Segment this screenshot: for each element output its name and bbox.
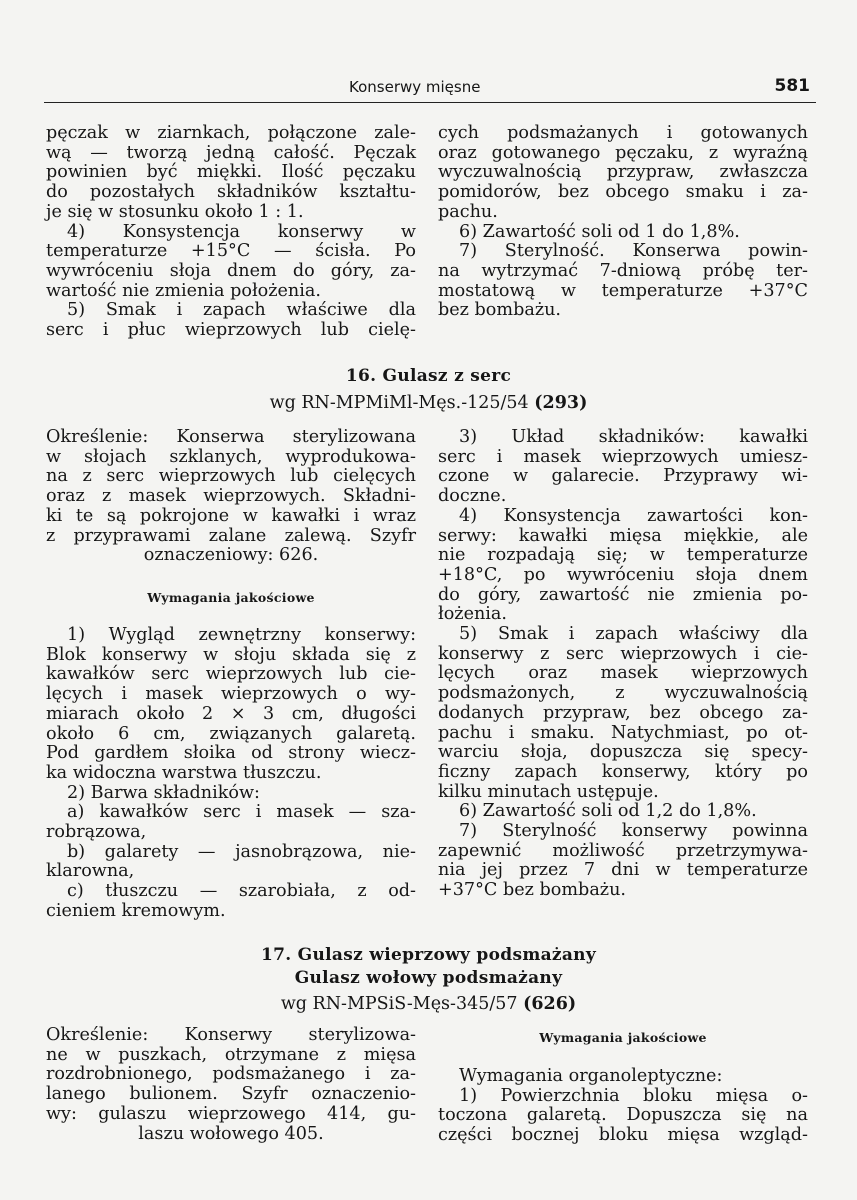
text-line: klarowna, bbox=[46, 861, 135, 882]
text-line: rozdrobnionego, podsmażanego i za- bbox=[46, 1064, 416, 1085]
text-line: około 6 cm, związanych galaretą. bbox=[46, 723, 416, 744]
section-17-left-column bbox=[46, 1026, 416, 1144]
norm-code: (626) bbox=[523, 994, 577, 1014]
text-line: łożenia. bbox=[438, 604, 508, 625]
text-line: pęczak w ziarnkach, połączone zale- bbox=[46, 123, 416, 143]
text-line: 4) Konsystencja konserwy w bbox=[67, 221, 416, 242]
text-line: 5) Smak i zapach właściwy dla bbox=[459, 624, 808, 645]
text-line: powinien być miękki. Ilość pęczaku bbox=[46, 162, 416, 183]
text-line: +37°C bez bombażu. bbox=[438, 880, 626, 901]
section-16-norm bbox=[0, 393, 857, 413]
text-line: do góry, zawartość nie zmienia po- bbox=[438, 584, 808, 605]
text-line: oznaczeniowy: 626. bbox=[143, 545, 319, 566]
text-line: wą — tworzą jedną całość. Pęczak bbox=[46, 142, 416, 163]
text-line: 1) Wygląd zewnętrzny konserwy: bbox=[67, 625, 416, 645]
text-line: kawałków serc wieprzowych lub cie- bbox=[46, 664, 416, 685]
text-line: na wytrzymać 7-dniową próbę ter- bbox=[438, 260, 808, 281]
text-line: ne w puszkach, otrzymane z mięsa bbox=[46, 1044, 416, 1065]
text-line: pomidorów, bez obcego smaku i za- bbox=[438, 182, 808, 203]
text-line: bez bombażu. bbox=[438, 300, 562, 321]
text-line: 4) Konsystencja zawartości kon- bbox=[459, 505, 808, 526]
page-number: 581 bbox=[774, 76, 810, 96]
text-line: podsmażonych, z wyczuwalnością bbox=[438, 683, 808, 704]
text-line: wartość nie zmienia położenia. bbox=[46, 280, 321, 301]
text-line: a) kawałków serc i masek — sza- bbox=[67, 802, 416, 823]
text-line: 6) Zawartość soli od 1 do 1,8%. bbox=[459, 221, 740, 242]
text-line: je się w stosunku około 1 : 1. bbox=[46, 201, 304, 222]
text-line: pachu i smaku. Natychmiast, po ot- bbox=[438, 722, 808, 743]
text-line: części bocznej bloku mięsa wzgląd- bbox=[438, 1125, 808, 1146]
text-line: na z serc wieprzowych lub cielęcych bbox=[46, 466, 416, 487]
text-line: w słojach szklanych, wyprodukowa- bbox=[46, 446, 416, 467]
text-line: serc i masek wieprzowych umiesz- bbox=[438, 446, 808, 467]
text-line: do pozostałych składników kształtu- bbox=[46, 182, 416, 203]
norm-reference: wg RN-MPSiS-Męs-345/57 bbox=[280, 994, 518, 1014]
text-line: nie rozpadają się; w temperaturze bbox=[438, 545, 808, 566]
text-line: lęcych i masek wieprzowych o wy- bbox=[46, 684, 416, 705]
section-17-norm bbox=[0, 994, 857, 1014]
section-16-right-column bbox=[438, 428, 808, 901]
top-right-column bbox=[438, 124, 808, 321]
text-line: laszu wołowego 405. bbox=[138, 1123, 324, 1144]
text-line: 7) Sterylność konserwy powinna bbox=[459, 821, 808, 842]
top-left-column bbox=[46, 124, 416, 341]
text-line: cieniem kremowym. bbox=[46, 900, 226, 921]
section-17-right-column bbox=[438, 1067, 808, 1146]
text-line: 7) Sterylność. Konserwa powin- bbox=[459, 241, 808, 262]
text-line: +18°C, po wywróceniu słoja dnem bbox=[438, 564, 808, 585]
text-line: nia jej przez 7 dni w temperaturze bbox=[438, 860, 808, 881]
text-line: doczne. bbox=[438, 486, 507, 507]
text-line: 5) Smak i zapach właściwe dla bbox=[67, 300, 416, 321]
text-line: z przyprawami zalane zalewą. Szyfr bbox=[46, 525, 416, 546]
text-line: Wymagania organoleptyczne: bbox=[459, 1066, 723, 1086]
text-line: ficzny zapach konserwy, który po bbox=[438, 761, 808, 782]
text-line: b) galarety — jasnobrązowa, nie- bbox=[67, 841, 416, 862]
text-line: miarach około 2 × 3 cm, długości bbox=[46, 703, 416, 724]
section-16-requirements bbox=[46, 626, 416, 922]
text-line: mostatową w temperaturze +37°C bbox=[438, 280, 808, 301]
text-line: kilku minutach ustępuje. bbox=[438, 781, 659, 802]
section-16-title: 16. Gulasz z serc bbox=[345, 366, 512, 386]
norm-reference: wg RN-MPMiMl-Męs.-125/54 bbox=[269, 393, 529, 413]
text-line: pachu. bbox=[438, 201, 498, 222]
page-header bbox=[44, 76, 816, 103]
text-line: Pod gardłem słoika od strony wiecz- bbox=[46, 743, 416, 764]
text-line: cych podsmażanych i gotowanych bbox=[438, 123, 808, 143]
text-line: ki te są pokrojone w kawałki i wraz bbox=[46, 505, 416, 526]
text-line: Określenie: Konserwy sterylizowa- bbox=[46, 1025, 416, 1045]
text-line: robrązowa, bbox=[46, 822, 147, 843]
text-line: zapewnić możliwość przetrzymywa- bbox=[438, 840, 808, 861]
text-line: lanego bulionem. Szyfr oznaczenio- bbox=[46, 1084, 416, 1105]
text-line: czone w galarecie. Przyprawy wi- bbox=[438, 466, 808, 487]
text-line: konserwy z serc wieprzowych i cie- bbox=[438, 643, 808, 664]
text-line: serc i płuc wieprzowych lub cielę- bbox=[46, 320, 416, 341]
text-line: wyczuwalnością przypraw, zwłaszcza bbox=[438, 162, 808, 183]
text-line: oraz z masek wieprzowych. Składni- bbox=[46, 486, 416, 507]
text-line: warciu słoja, dopuszcza się specy- bbox=[438, 742, 808, 763]
text-line: ka widoczna warstwa tłuszczu. bbox=[46, 762, 322, 783]
text-line: oraz gotowanego pęczaku, z wyraźną bbox=[438, 142, 808, 163]
section-16-left-column bbox=[46, 428, 416, 566]
text-line: 1) Powierzchnia bloku mięsa o- bbox=[459, 1085, 808, 1106]
section-17-requirements-heading: Wymagania jakościowe bbox=[539, 1030, 707, 1045]
text-line: dodanych przypraw, bez obcego za- bbox=[438, 702, 808, 723]
text-line: 2) Barwa składników: bbox=[67, 782, 260, 803]
text-line: c) tłuszczu — szarobiała, z od- bbox=[67, 881, 416, 902]
section-17-subtitle: Gulasz wołowy podsmażany bbox=[294, 968, 563, 988]
text-line: serwy: kawałki mięsa miękkie, ale bbox=[438, 525, 808, 546]
text-line: 3) Układ składników: kawałki bbox=[459, 427, 808, 447]
running-title: Konserwy mięsne bbox=[349, 78, 481, 96]
text-line: lęcych oraz masek wieprzowych bbox=[438, 663, 808, 684]
text-line: temperaturze +15°C — ścisła. Po bbox=[46, 241, 416, 262]
text-line: toczona galaretą. Dopuszcza się na bbox=[438, 1105, 808, 1126]
text-line: Blok konserwy w słoju składa się z bbox=[46, 644, 416, 665]
text-line: 6) Zawartość soli od 1,2 do 1,8%. bbox=[459, 801, 757, 822]
text-line: wywróceniu słoja dnem do góry, za- bbox=[46, 260, 416, 281]
text-line: Określenie: Konserwa sterylizowana bbox=[46, 427, 416, 447]
text-line: wy: gulaszu wieprzowego 414, gu- bbox=[46, 1103, 416, 1124]
section-17-title: 17. Gulasz wieprzowy podsmażany bbox=[260, 945, 597, 965]
norm-code: (293) bbox=[534, 393, 588, 413]
section-16-requirements-heading: Wymagania jakościowe bbox=[147, 590, 315, 605]
